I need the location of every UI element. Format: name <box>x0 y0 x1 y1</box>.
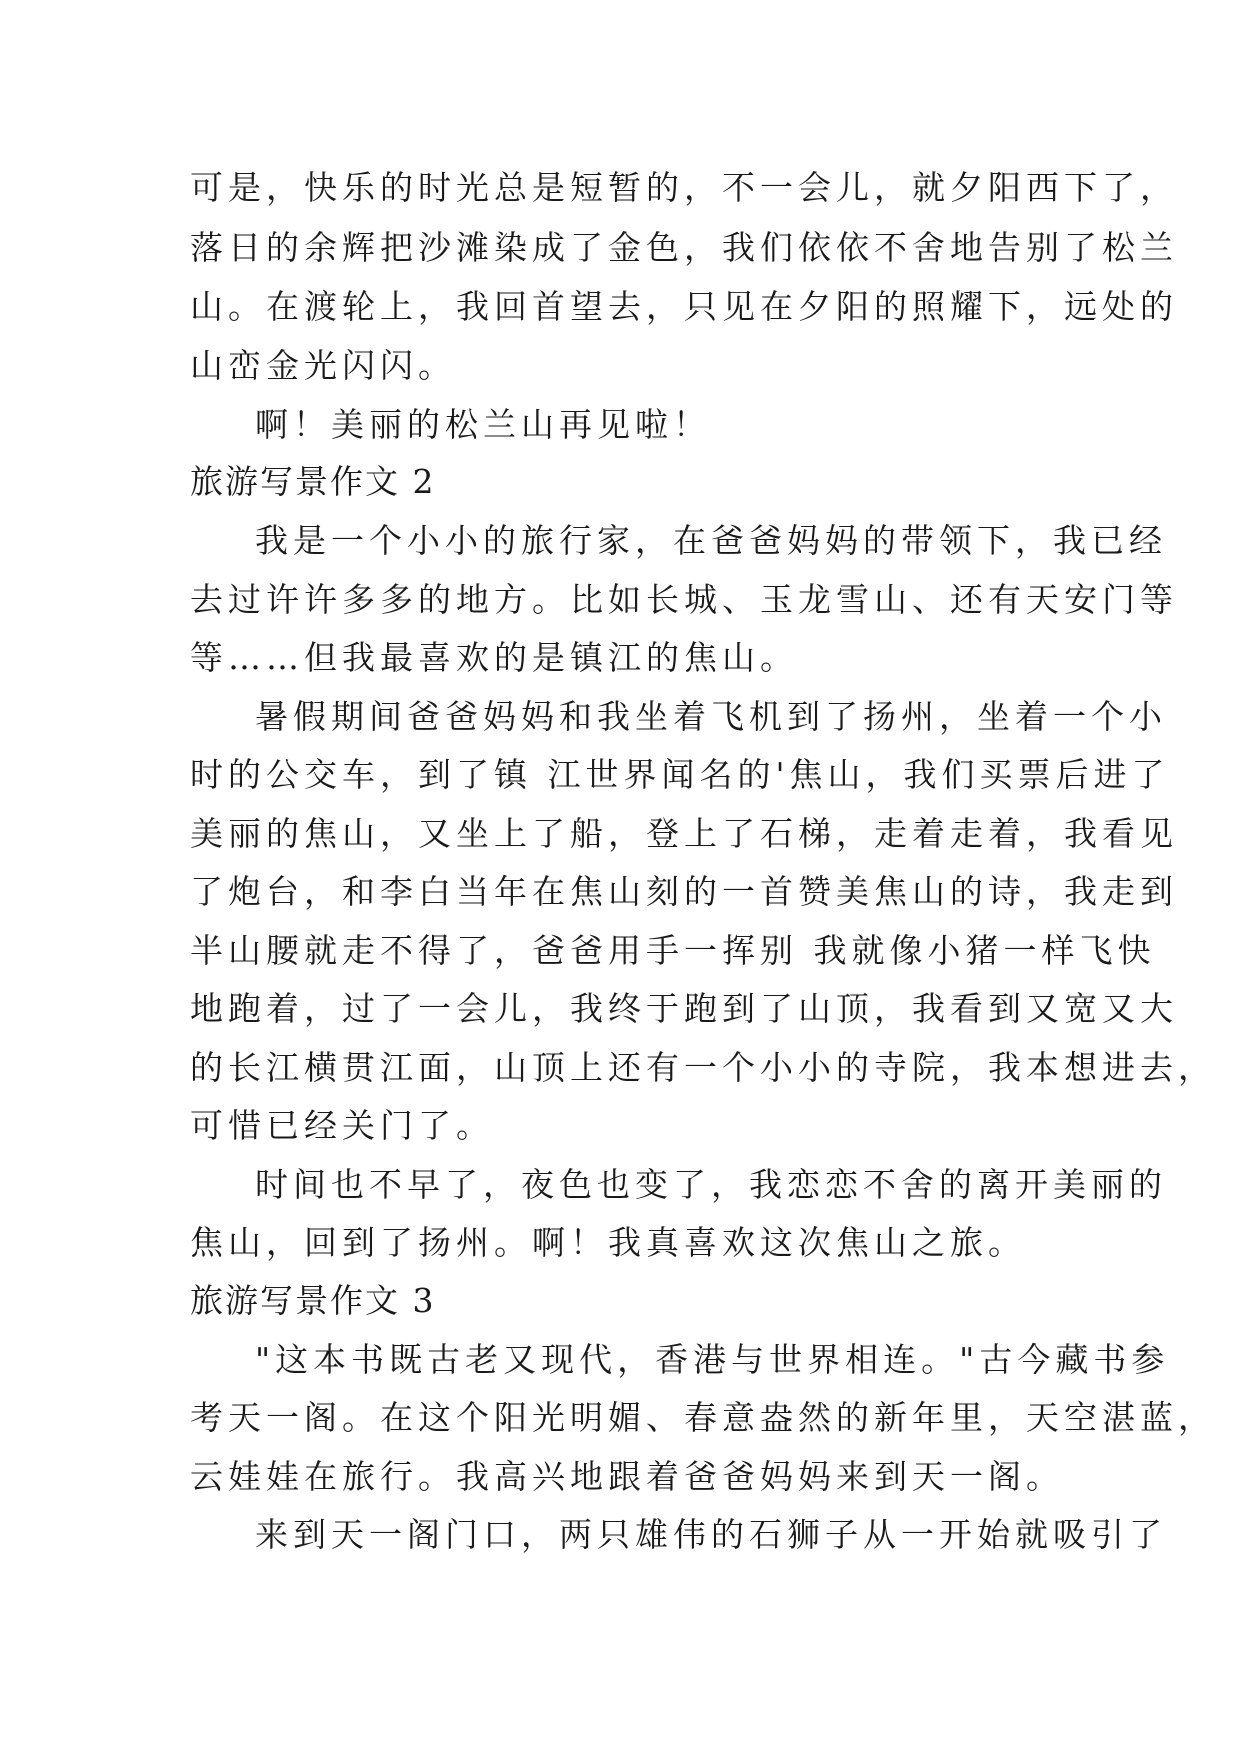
text-line: 啊！美丽的松兰山再见啦！ <box>255 405 711 444</box>
text-line: 考天一阁。在这个阳光明媚、春意盎然的新年里，天空湛蓝， <box>190 1398 1216 1437</box>
text-line: 去过许许多多的地方。比如长城、玉龙雪山、还有天安门等 <box>190 580 1178 619</box>
text-line: 可惜已经关门了。 <box>190 1106 494 1145</box>
text-line: 时的公交车，到了镇 江世界闻名的'焦山，我们买票后进了 <box>190 755 1170 794</box>
text-line: 可是，快乐的时光总是短暂的，不一会儿，就夕阳西下了， <box>190 168 1178 207</box>
text-line: 的长江横贯江面，山顶上还有一个小小的寺院，我本想进去， <box>190 1048 1216 1087</box>
section-heading: 旅游写景作文 3 <box>190 1281 436 1320</box>
text-line: 了炮台，和李白当年在焦山刻的一首赞美焦山的诗，我走到 <box>190 872 1178 911</box>
text-line: 来到天一阁门口，两只雄伟的石狮子从一开始就吸引了 <box>255 1515 1167 1554</box>
section-heading: 旅游写景作文 2 <box>190 462 436 501</box>
text-line: 山。在渡轮上，我回首望去，只见在夕阳的照耀下，远处的 <box>190 287 1178 326</box>
text-line: 山峦金光闪闪。 <box>190 346 456 385</box>
text-line: 落日的余辉把沙滩染成了金色，我们依依不舍地告别了松兰 <box>190 228 1178 267</box>
text-line: 半山腰就走不得了，爸爸用手一挥别 我就像小猪一样飞快 <box>190 931 1156 970</box>
text-line: 焦山，回到了扬州。啊！我真喜欢这次焦山之旅。 <box>190 1223 1026 1262</box>
text-line: 暑假期间爸爸妈妈和我坐着飞机到了扬州，坐着一个小 <box>255 697 1167 736</box>
text-line: 地跑着，过了一会儿，我终于跑到了山顶，我看到又宽又大 <box>190 989 1178 1028</box>
text-line: 美丽的焦山，又坐上了船，登上了石梯，走着走着，我看见 <box>190 814 1178 853</box>
text-line: "这本书既古老又现代，香港与世界相连。"古今藏书参 <box>255 1340 1170 1379</box>
text-line: 云娃娃在旅行。我高兴地跟着爸爸妈妈来到天一阁。 <box>190 1457 1064 1496</box>
text-line: 时间也不早了，夜色也变了，我恋恋不舍的离开美丽的 <box>255 1165 1167 1204</box>
text-line: 我是一个小小的旅行家，在爸爸妈妈的带领下，我已经 <box>255 521 1167 560</box>
text-line: 等……但我最喜欢的是镇江的焦山。 <box>190 638 798 677</box>
